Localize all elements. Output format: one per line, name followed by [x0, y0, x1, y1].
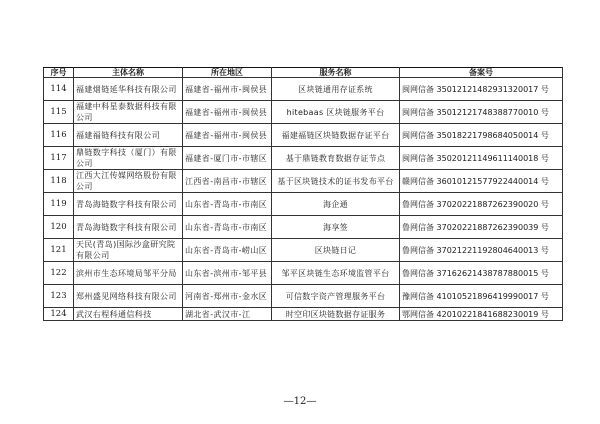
cell-no: 120	[44, 216, 74, 239]
cell-region: 福建省-福州市-闽侯县	[183, 101, 272, 124]
cell-subject: 武汉右程科通信科技	[74, 308, 183, 321]
cell-no: 122	[44, 262, 74, 285]
cell-no: 116	[44, 124, 74, 147]
cell-region: 福建省-厦门市-市辖区	[183, 147, 272, 170]
header-no: 序号	[44, 68, 74, 78]
cell-service: 海享签	[272, 216, 400, 239]
cell-record: 鲁网信备 37162621438787880015 号	[400, 262, 563, 285]
cell-region: 山东省-青岛市-市南区	[183, 216, 272, 239]
table-row	[44, 78, 563, 101]
cell-no: 124	[44, 308, 74, 321]
cell-service: 区块链通用存证系统	[272, 78, 400, 101]
cell-region: 湖北省-武汉市-江	[183, 308, 272, 321]
cell-record: 鲁网信备 37020221887262390020 号	[400, 193, 563, 216]
cell-service: 海企通	[272, 193, 400, 216]
table-row	[44, 124, 563, 147]
header-row	[44, 68, 563, 78]
registry-table	[43, 67, 563, 321]
header-region: 所在地区	[183, 68, 272, 78]
cell-no: 118	[44, 170, 74, 193]
cell-record: 鲁网信备 37020221887262390039 号	[400, 216, 563, 239]
cell-service: 邹平区块链生态环境监管平台	[272, 262, 400, 285]
cell-subject: 福建烟链延华科技有限公司	[74, 78, 183, 101]
cell-subject: 福建中科星泰数据科技有限公司	[74, 101, 183, 124]
table-row	[44, 147, 563, 170]
cell-service: 可信数字资产管理服务平台	[272, 285, 400, 308]
cell-record: 鄂网信备 42010221841688230019 号	[400, 308, 563, 321]
header-record: 备案号	[400, 68, 563, 78]
cell-region: 福建省-福州市-闽侯县	[183, 124, 272, 147]
cell-service: 福建福链区块链数据存证平台	[272, 124, 400, 147]
cell-no: 115	[44, 101, 74, 124]
cell-record: 豫网信备 41010521896419990017 号	[400, 285, 563, 308]
table-row	[44, 285, 563, 308]
header-subject: 主体名称	[74, 68, 183, 78]
cell-service: 区块链日记	[272, 239, 400, 262]
cell-record: 鲁网信备 37021221192804640013 号	[400, 239, 563, 262]
cell-service: 基于区块链技术的证书发布平台	[272, 170, 400, 193]
cell-region: 山东省-滨州市-邹平县	[183, 262, 272, 285]
cell-service: 基于鼎链教育数据存证节点	[272, 147, 400, 170]
cell-no: 123	[44, 285, 74, 308]
cell-record: 闽网信备 35012121748388770010 号	[400, 101, 563, 124]
page-number: —12—	[283, 396, 317, 407]
cell-subject: 滨州市生态环境局邹平分局	[74, 262, 183, 285]
table-header	[44, 68, 563, 78]
cell-service: hitebaas 区块链服务平台	[272, 101, 400, 124]
table-body	[44, 78, 563, 321]
cell-record: 闽网信备 35020121149611140018 号	[400, 147, 563, 170]
cell-region: 河南省-郑州市-金水区	[183, 285, 272, 308]
cell-region: 江西省-南昌市-市辖区	[183, 170, 272, 193]
table-row	[44, 170, 563, 193]
cell-subject: 青岛海链数字科技有限公司	[74, 216, 183, 239]
cell-no: 119	[44, 193, 74, 216]
cell-subject: 郑州盛见网络科技有限公司	[74, 285, 183, 308]
cell-region: 福建省-福州市-闽侯县	[183, 78, 272, 101]
table-row	[44, 262, 563, 285]
cell-service: 时空印区块链数据存证服务	[272, 308, 400, 321]
table-row	[44, 101, 563, 124]
cell-no: 114	[44, 78, 74, 101]
cell-record: 赣网信备 36010121577922440014 号	[400, 170, 563, 193]
cell-subject: 青岛海链数字科技有限公司	[74, 193, 183, 216]
table-row	[44, 308, 563, 321]
header-service: 服务名称	[272, 68, 400, 78]
cell-region: 山东省-青岛市-崂山区	[183, 239, 272, 262]
cell-no: 117	[44, 147, 74, 170]
cell-subject: 江西大江传媒网络股份有限公司	[74, 170, 183, 193]
cell-record: 闽网信备 35018221798684050014 号	[400, 124, 563, 147]
cell-subject: 鼎链数字科技（厦门）有限公司	[74, 147, 183, 170]
cell-record: 闽网信备 35012121482931320017 号	[400, 78, 563, 101]
cell-subject: 天民(青岛)国际沙盒研究院有限公司	[74, 239, 183, 262]
table-row	[44, 239, 563, 262]
table-row	[44, 216, 563, 239]
cell-no: 121	[44, 239, 74, 262]
cell-region: 山东省-青岛市-市南区	[183, 193, 272, 216]
cell-subject: 福建福链科技有限公司	[74, 124, 183, 147]
table-row	[44, 193, 563, 216]
